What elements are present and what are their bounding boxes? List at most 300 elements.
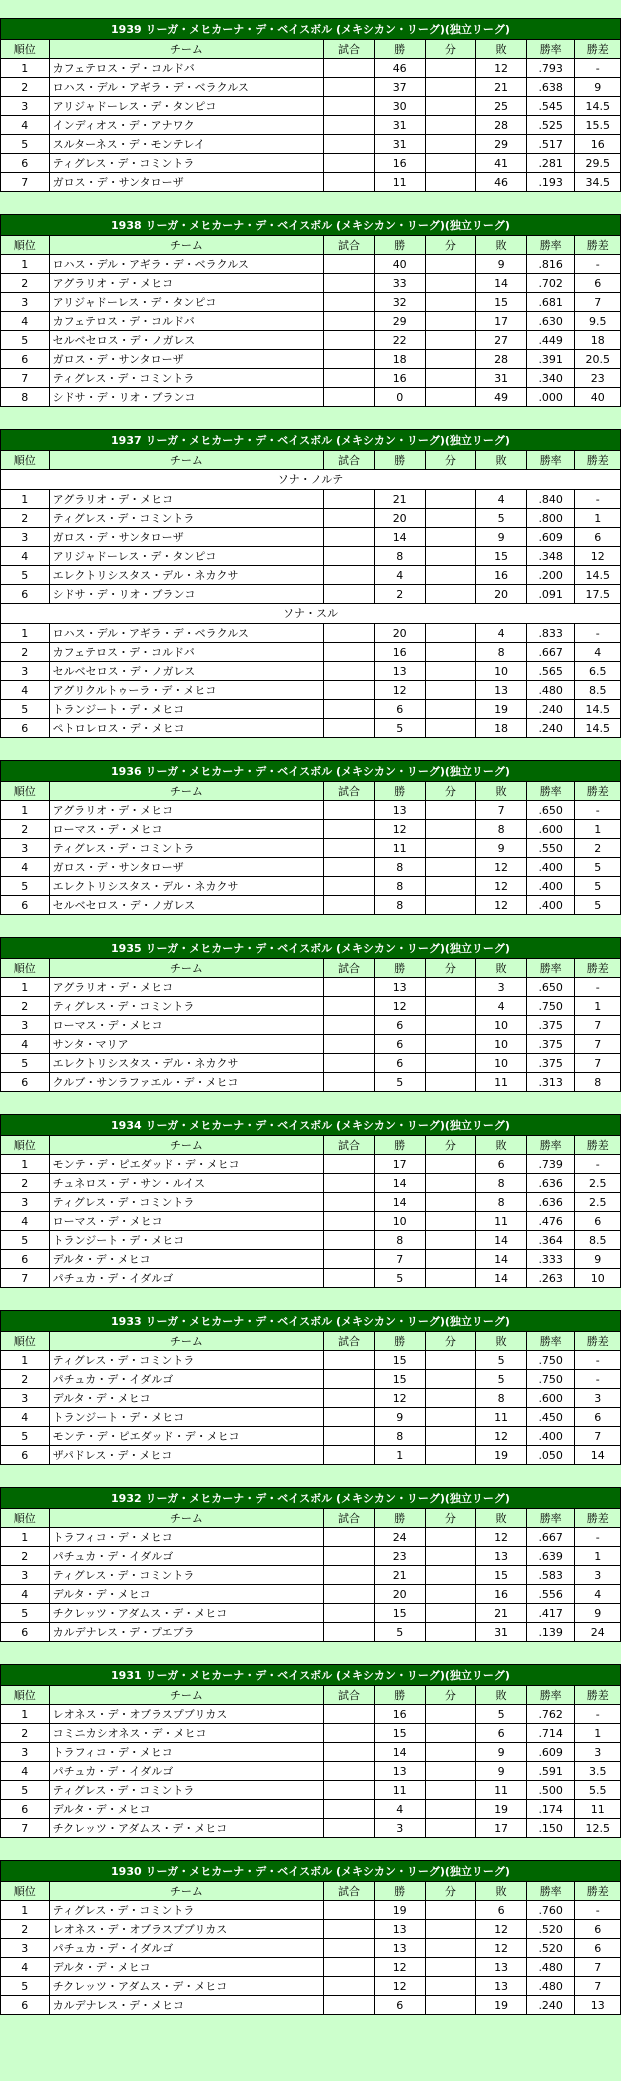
draws-cell — [425, 1054, 476, 1073]
rank-cell: 7 — [1, 1269, 50, 1288]
gb-cell: - — [575, 1351, 621, 1370]
rank-cell: 1 — [1, 1705, 50, 1724]
losses-cell: 25 — [476, 97, 527, 116]
games-cell — [324, 1743, 375, 1762]
table-row — [1, 1427, 621, 1446]
gb-cell: 9 — [575, 1604, 621, 1623]
wins-cell: 1 — [374, 1446, 425, 1465]
wins-cell: 15 — [374, 1604, 425, 1623]
pct-cell: .400 — [526, 1427, 575, 1446]
rank-cell: 6 — [1, 154, 50, 173]
draws-cell — [425, 566, 476, 585]
rank-cell: 3 — [1, 97, 50, 116]
losses-cell: 13 — [476, 1547, 527, 1566]
gb-cell: 12.5 — [575, 1819, 621, 1838]
table-row — [1, 1623, 621, 1642]
wins-cell: 15 — [374, 1370, 425, 1389]
column-header-rank: 順位 — [1, 782, 50, 801]
rank-cell: 1 — [1, 801, 50, 820]
pct-cell: .174 — [526, 1800, 575, 1819]
rank-cell: 6 — [1, 585, 50, 604]
column-header-losses: 敗 — [476, 782, 527, 801]
draws-cell — [425, 78, 476, 97]
team-cell: エレクトリシスタス・デル・ネカクサ — [49, 566, 324, 585]
rank-cell: 5 — [1, 1054, 50, 1073]
column-header-team: チーム — [49, 1332, 324, 1351]
pct-cell: .000 — [526, 388, 575, 407]
column-header-games: 試合 — [324, 451, 375, 470]
team-cell: アリジャドーレス・デ・タンピコ — [49, 293, 324, 312]
wins-cell: 12 — [374, 681, 425, 700]
losses-cell: 10 — [476, 1054, 527, 1073]
wins-cell: 31 — [374, 135, 425, 154]
rank-cell: 3 — [1, 528, 50, 547]
table-row — [1, 1724, 621, 1743]
games-cell — [324, 1212, 375, 1231]
gb-cell: 10 — [575, 1269, 621, 1288]
games-cell — [324, 820, 375, 839]
pct-cell: .139 — [526, 1623, 575, 1642]
column-header-pct: 勝率 — [526, 236, 575, 255]
standings-table — [0, 937, 621, 1092]
wins-cell: 40 — [374, 255, 425, 274]
column-header-losses: 敗 — [476, 1136, 527, 1155]
games-cell — [324, 1174, 375, 1193]
draws-cell — [425, 274, 476, 293]
rank-cell: 2 — [1, 509, 50, 528]
pct-cell: .450 — [526, 1408, 575, 1427]
games-cell — [324, 173, 375, 192]
table-row — [1, 388, 621, 407]
table-row — [1, 547, 621, 566]
losses-cell: 11 — [476, 1073, 527, 1092]
pct-cell: .348 — [526, 547, 575, 566]
pct-cell: .714 — [526, 1724, 575, 1743]
gb-cell: 7 — [575, 1427, 621, 1446]
draws-cell — [425, 154, 476, 173]
draws-cell — [425, 1351, 476, 1370]
losses-cell: 8 — [476, 820, 527, 839]
gb-cell: 3 — [575, 1566, 621, 1585]
table-row — [1, 369, 621, 388]
draws-cell — [425, 896, 476, 915]
gb-cell: 6 — [575, 1212, 621, 1231]
draws-cell — [425, 1231, 476, 1250]
season-title: 1931 リーガ・メヒカーナ・デ・ベイスボル (メキシカン・リーグ)(独立リーグ) — [1, 1665, 621, 1686]
column-header-draws: 分 — [425, 782, 476, 801]
rank-cell: 2 — [1, 1547, 50, 1566]
draws-cell — [425, 173, 476, 192]
rank-cell: 4 — [1, 858, 50, 877]
games-cell — [324, 154, 375, 173]
gb-cell: 3 — [575, 1743, 621, 1762]
losses-cell: 16 — [476, 566, 527, 585]
draws-cell — [425, 293, 476, 312]
wins-cell: 30 — [374, 97, 425, 116]
gb-cell: - — [575, 1705, 621, 1724]
games-cell — [324, 97, 375, 116]
team-cell: アグラリオ・デ・メヒコ — [49, 274, 324, 293]
pct-cell: .480 — [526, 1958, 575, 1977]
games-cell — [324, 624, 375, 643]
team-cell: カフェテロス・デ・コルドバ — [49, 643, 324, 662]
wins-cell: 9 — [374, 1408, 425, 1427]
games-cell — [324, 1819, 375, 1838]
games-cell — [324, 643, 375, 662]
losses-cell: 6 — [476, 1155, 527, 1174]
games-cell — [324, 1231, 375, 1250]
games-cell — [324, 858, 375, 877]
losses-cell: 12 — [476, 1528, 527, 1547]
gb-cell: - — [575, 490, 621, 509]
gb-cell: 4 — [575, 1585, 621, 1604]
losses-cell: 14 — [476, 1269, 527, 1288]
table-row — [1, 274, 621, 293]
wins-cell: 12 — [374, 820, 425, 839]
wins-cell: 8 — [374, 877, 425, 896]
draws-cell — [425, 1370, 476, 1389]
team-cell: アグラリオ・デ・メヒコ — [49, 801, 324, 820]
games-cell — [324, 997, 375, 1016]
draws-cell — [425, 877, 476, 896]
rank-cell: 2 — [1, 997, 50, 1016]
gb-cell: 6 — [575, 274, 621, 293]
pct-cell: .200 — [526, 566, 575, 585]
gb-cell: 40 — [575, 388, 621, 407]
table-row — [1, 719, 621, 738]
column-header-games: 試合 — [324, 236, 375, 255]
pct-cell: .750 — [526, 1351, 575, 1370]
team-cell: モンテ・デ・ピエダッド・デ・メヒコ — [49, 1427, 324, 1446]
losses-cell: 14 — [476, 274, 527, 293]
table-row — [1, 1585, 621, 1604]
wins-cell: 8 — [374, 858, 425, 877]
team-cell: アリジャドーレス・デ・タンピコ — [49, 97, 324, 116]
team-cell: ペトロレロス・デ・メヒコ — [49, 719, 324, 738]
team-cell: カフェテロス・デ・コルドバ — [49, 59, 324, 78]
rank-cell: 7 — [1, 369, 50, 388]
table-row — [1, 1901, 621, 1920]
draws-cell — [425, 643, 476, 662]
pct-cell: .417 — [526, 1604, 575, 1623]
pct-cell: .400 — [526, 877, 575, 896]
column-header-pct: 勝率 — [526, 1686, 575, 1705]
table-row — [1, 1035, 621, 1054]
pct-cell: .520 — [526, 1920, 575, 1939]
rank-cell: 6 — [1, 719, 50, 738]
season-title: 1935 リーガ・メヒカーナ・デ・ベイスボル (メキシカン・リーグ)(独立リーグ) — [1, 938, 621, 959]
rank-cell: 1 — [1, 1528, 50, 1547]
standings-table — [0, 429, 621, 738]
draws-cell — [425, 1427, 476, 1446]
gb-cell: 15.5 — [575, 116, 621, 135]
pct-cell: .833 — [526, 624, 575, 643]
losses-cell: 27 — [476, 331, 527, 350]
rank-cell: 3 — [1, 662, 50, 681]
table-row — [1, 624, 621, 643]
header-row — [1, 1332, 621, 1351]
games-cell — [324, 293, 375, 312]
pct-cell: .150 — [526, 1819, 575, 1838]
header-row — [1, 1686, 621, 1705]
draws-cell — [425, 97, 476, 116]
team-cell: ティグレス・デ・コミントラ — [49, 1351, 324, 1370]
column-header-rank: 順位 — [1, 1332, 50, 1351]
pct-cell: .639 — [526, 1547, 575, 1566]
table-row — [1, 312, 621, 331]
gb-cell: 2.5 — [575, 1174, 621, 1193]
games-cell — [324, 1705, 375, 1724]
team-cell: アグラリオ・デ・メヒコ — [49, 978, 324, 997]
team-cell: レオネス・デ・オブラスプブリカス — [49, 1705, 324, 1724]
standings-table — [0, 760, 621, 915]
wins-cell: 14 — [374, 1743, 425, 1762]
team-cell: ガロス・デ・サンタローザ — [49, 858, 324, 877]
games-cell — [324, 978, 375, 997]
wins-cell: 22 — [374, 331, 425, 350]
draws-cell — [425, 1035, 476, 1054]
losses-cell: 41 — [476, 154, 527, 173]
team-cell: ティグレス・デ・コミントラ — [49, 1781, 324, 1800]
rank-cell: 6 — [1, 350, 50, 369]
wins-cell: 10 — [374, 1212, 425, 1231]
standings-table — [0, 214, 621, 407]
column-header-games: 試合 — [324, 1509, 375, 1528]
wins-cell: 32 — [374, 293, 425, 312]
team-cell: アグリクルトゥーラ・デ・メヒコ — [49, 681, 324, 700]
wins-cell: 8 — [374, 1427, 425, 1446]
team-cell: アリジャドーレス・デ・タンピコ — [49, 547, 324, 566]
column-header-games: 試合 — [324, 1686, 375, 1705]
rank-cell: 3 — [1, 1389, 50, 1408]
losses-cell: 17 — [476, 1819, 527, 1838]
losses-cell: 14 — [476, 1231, 527, 1250]
wins-cell: 14 — [374, 1193, 425, 1212]
games-cell — [324, 490, 375, 509]
gb-cell: 3.5 — [575, 1762, 621, 1781]
table-row — [1, 1231, 621, 1250]
team-cell: トランジート・デ・メヒコ — [49, 1408, 324, 1427]
games-cell — [324, 877, 375, 896]
draws-cell — [425, 719, 476, 738]
wins-cell: 16 — [374, 369, 425, 388]
gb-cell: 16 — [575, 135, 621, 154]
gb-cell: 14 — [575, 1446, 621, 1465]
wins-cell: 7 — [374, 1250, 425, 1269]
losses-cell: 17 — [476, 312, 527, 331]
column-header-rank: 順位 — [1, 1882, 50, 1901]
wins-cell: 16 — [374, 643, 425, 662]
losses-cell: 15 — [476, 547, 527, 566]
team-cell: ガロス・デ・サンタローザ — [49, 528, 324, 547]
draws-cell — [425, 820, 476, 839]
table-row — [1, 331, 621, 350]
table-row — [1, 877, 621, 896]
draws-cell — [425, 839, 476, 858]
wins-cell: 6 — [374, 1996, 425, 2015]
column-header-pct: 勝率 — [526, 1136, 575, 1155]
column-header-wins: 勝 — [374, 236, 425, 255]
rank-cell: 2 — [1, 820, 50, 839]
column-header-wins: 勝 — [374, 1882, 425, 1901]
pct-cell: .240 — [526, 700, 575, 719]
pct-cell: .240 — [526, 719, 575, 738]
table-row — [1, 59, 621, 78]
team-cell: チクレッツ・アダムス・デ・メヒコ — [49, 1604, 324, 1623]
gb-cell: 6 — [575, 1408, 621, 1427]
losses-cell: 5 — [476, 1370, 527, 1389]
wins-cell: 14 — [374, 528, 425, 547]
rank-cell: 3 — [1, 1193, 50, 1212]
rank-cell: 1 — [1, 1155, 50, 1174]
gb-cell: 8 — [575, 1073, 621, 1092]
losses-cell: 8 — [476, 643, 527, 662]
gb-cell: 7 — [575, 1977, 621, 1996]
rank-cell: 5 — [1, 566, 50, 585]
column-header-losses: 敗 — [476, 1686, 527, 1705]
games-cell — [324, 1939, 375, 1958]
games-cell — [324, 1724, 375, 1743]
team-cell: ロハス・デル・アギラ・デ・ベラクルス — [49, 624, 324, 643]
table-row — [1, 1781, 621, 1800]
team-cell: デルタ・デ・メヒコ — [49, 1389, 324, 1408]
losses-cell: 6 — [476, 1901, 527, 1920]
table-row — [1, 1547, 621, 1566]
draws-cell — [425, 1250, 476, 1269]
losses-cell: 10 — [476, 1016, 527, 1035]
season-title: 1937 リーガ・メヒカーナ・デ・ベイスボル (メキシカン・リーグ)(独立リーグ) — [1, 430, 621, 451]
gb-cell: 23 — [575, 369, 621, 388]
pct-cell: .816 — [526, 255, 575, 274]
table-row — [1, 1743, 621, 1762]
pct-cell: .760 — [526, 1901, 575, 1920]
rank-cell: 7 — [1, 173, 50, 192]
column-header-games: 試合 — [324, 959, 375, 978]
team-cell: デルタ・デ・メヒコ — [49, 1250, 324, 1269]
draws-cell — [425, 1585, 476, 1604]
rank-cell: 7 — [1, 1819, 50, 1838]
gb-cell: 9.5 — [575, 312, 621, 331]
table-row — [1, 643, 621, 662]
draws-cell — [425, 59, 476, 78]
gb-cell: 11 — [575, 1800, 621, 1819]
team-cell: ティグレス・デ・コミントラ — [49, 997, 324, 1016]
losses-cell: 19 — [476, 1996, 527, 2015]
gb-cell: 20.5 — [575, 350, 621, 369]
pct-cell: .609 — [526, 528, 575, 547]
wins-cell: 18 — [374, 350, 425, 369]
rank-cell: 2 — [1, 1920, 50, 1939]
draws-cell — [425, 978, 476, 997]
pct-cell: .600 — [526, 1389, 575, 1408]
wins-cell: 21 — [374, 1566, 425, 1585]
team-cell: ティグレス・デ・コミントラ — [49, 369, 324, 388]
pct-cell: .702 — [526, 274, 575, 293]
losses-cell: 6 — [476, 1724, 527, 1743]
rank-cell: 5 — [1, 1977, 50, 1996]
table-row — [1, 97, 621, 116]
draws-cell — [425, 116, 476, 135]
wins-cell: 12 — [374, 1389, 425, 1408]
pct-cell: .500 — [526, 1781, 575, 1800]
header-row — [1, 40, 621, 59]
draws-cell — [425, 1996, 476, 2015]
column-header-team: チーム — [49, 1882, 324, 1901]
season-title: 1938 リーガ・メヒカーナ・デ・ベイスボル (メキシカン・リーグ)(独立リーグ) — [1, 215, 621, 236]
team-cell: セルベセロス・デ・ノガレス — [49, 896, 324, 915]
rank-cell: 2 — [1, 274, 50, 293]
column-header-team: チーム — [49, 959, 324, 978]
table-row — [1, 1939, 621, 1958]
rank-cell: 5 — [1, 135, 50, 154]
table-row — [1, 116, 621, 135]
column-header-draws: 分 — [425, 1136, 476, 1155]
pct-cell: .550 — [526, 839, 575, 858]
draws-cell — [425, 331, 476, 350]
team-cell: ガロス・デ・サンタローザ — [49, 173, 324, 192]
team-cell: ティグレス・デ・コミントラ — [49, 839, 324, 858]
draws-cell — [425, 509, 476, 528]
rank-cell: 4 — [1, 116, 50, 135]
wins-cell: 5 — [374, 719, 425, 738]
draws-cell — [425, 369, 476, 388]
pct-cell: .193 — [526, 173, 575, 192]
losses-cell: 13 — [476, 1977, 527, 1996]
rank-cell: 5 — [1, 1604, 50, 1623]
games-cell — [324, 1901, 375, 1920]
games-cell — [324, 274, 375, 293]
games-cell — [324, 135, 375, 154]
season-title: 1934 リーガ・メヒカーナ・デ・ベイスボル (メキシカン・リーグ)(独立リーグ) — [1, 1115, 621, 1136]
rank-cell: 3 — [1, 1566, 50, 1585]
losses-cell: 12 — [476, 1920, 527, 1939]
games-cell — [324, 1762, 375, 1781]
pct-cell: .793 — [526, 59, 575, 78]
pct-cell: .525 — [526, 116, 575, 135]
column-header-wins: 勝 — [374, 451, 425, 470]
column-header-losses: 敗 — [476, 1882, 527, 1901]
gb-cell: 9 — [575, 1250, 621, 1269]
column-header-draws: 分 — [425, 451, 476, 470]
draws-cell — [425, 1547, 476, 1566]
games-cell — [324, 528, 375, 547]
gb-cell: 1 — [575, 1547, 621, 1566]
draws-cell — [425, 662, 476, 681]
table-row — [1, 896, 621, 915]
wins-cell: 11 — [374, 839, 425, 858]
losses-cell: 4 — [476, 624, 527, 643]
rank-cell: 5 — [1, 1231, 50, 1250]
standings-table — [0, 1860, 621, 2015]
rank-cell: 3 — [1, 1939, 50, 1958]
draws-cell — [425, 135, 476, 154]
gb-cell: - — [575, 624, 621, 643]
pct-cell: .050 — [526, 1446, 575, 1465]
table-row — [1, 1977, 621, 1996]
draws-cell — [425, 1446, 476, 1465]
table-row — [1, 528, 621, 547]
table-row — [1, 681, 621, 700]
team-cell: セルベセロス・デ・ノガレス — [49, 331, 324, 350]
team-cell: チュネロス・デ・サン・ルイス — [49, 1174, 324, 1193]
standings-table — [0, 1114, 621, 1288]
gb-cell: 4 — [575, 643, 621, 662]
team-cell: パチュカ・デ・イダルゴ — [49, 1370, 324, 1389]
column-header-gb: 勝差 — [575, 1509, 621, 1528]
losses-cell: 13 — [476, 681, 527, 700]
standings-table — [0, 1310, 621, 1465]
draws-cell — [425, 1528, 476, 1547]
